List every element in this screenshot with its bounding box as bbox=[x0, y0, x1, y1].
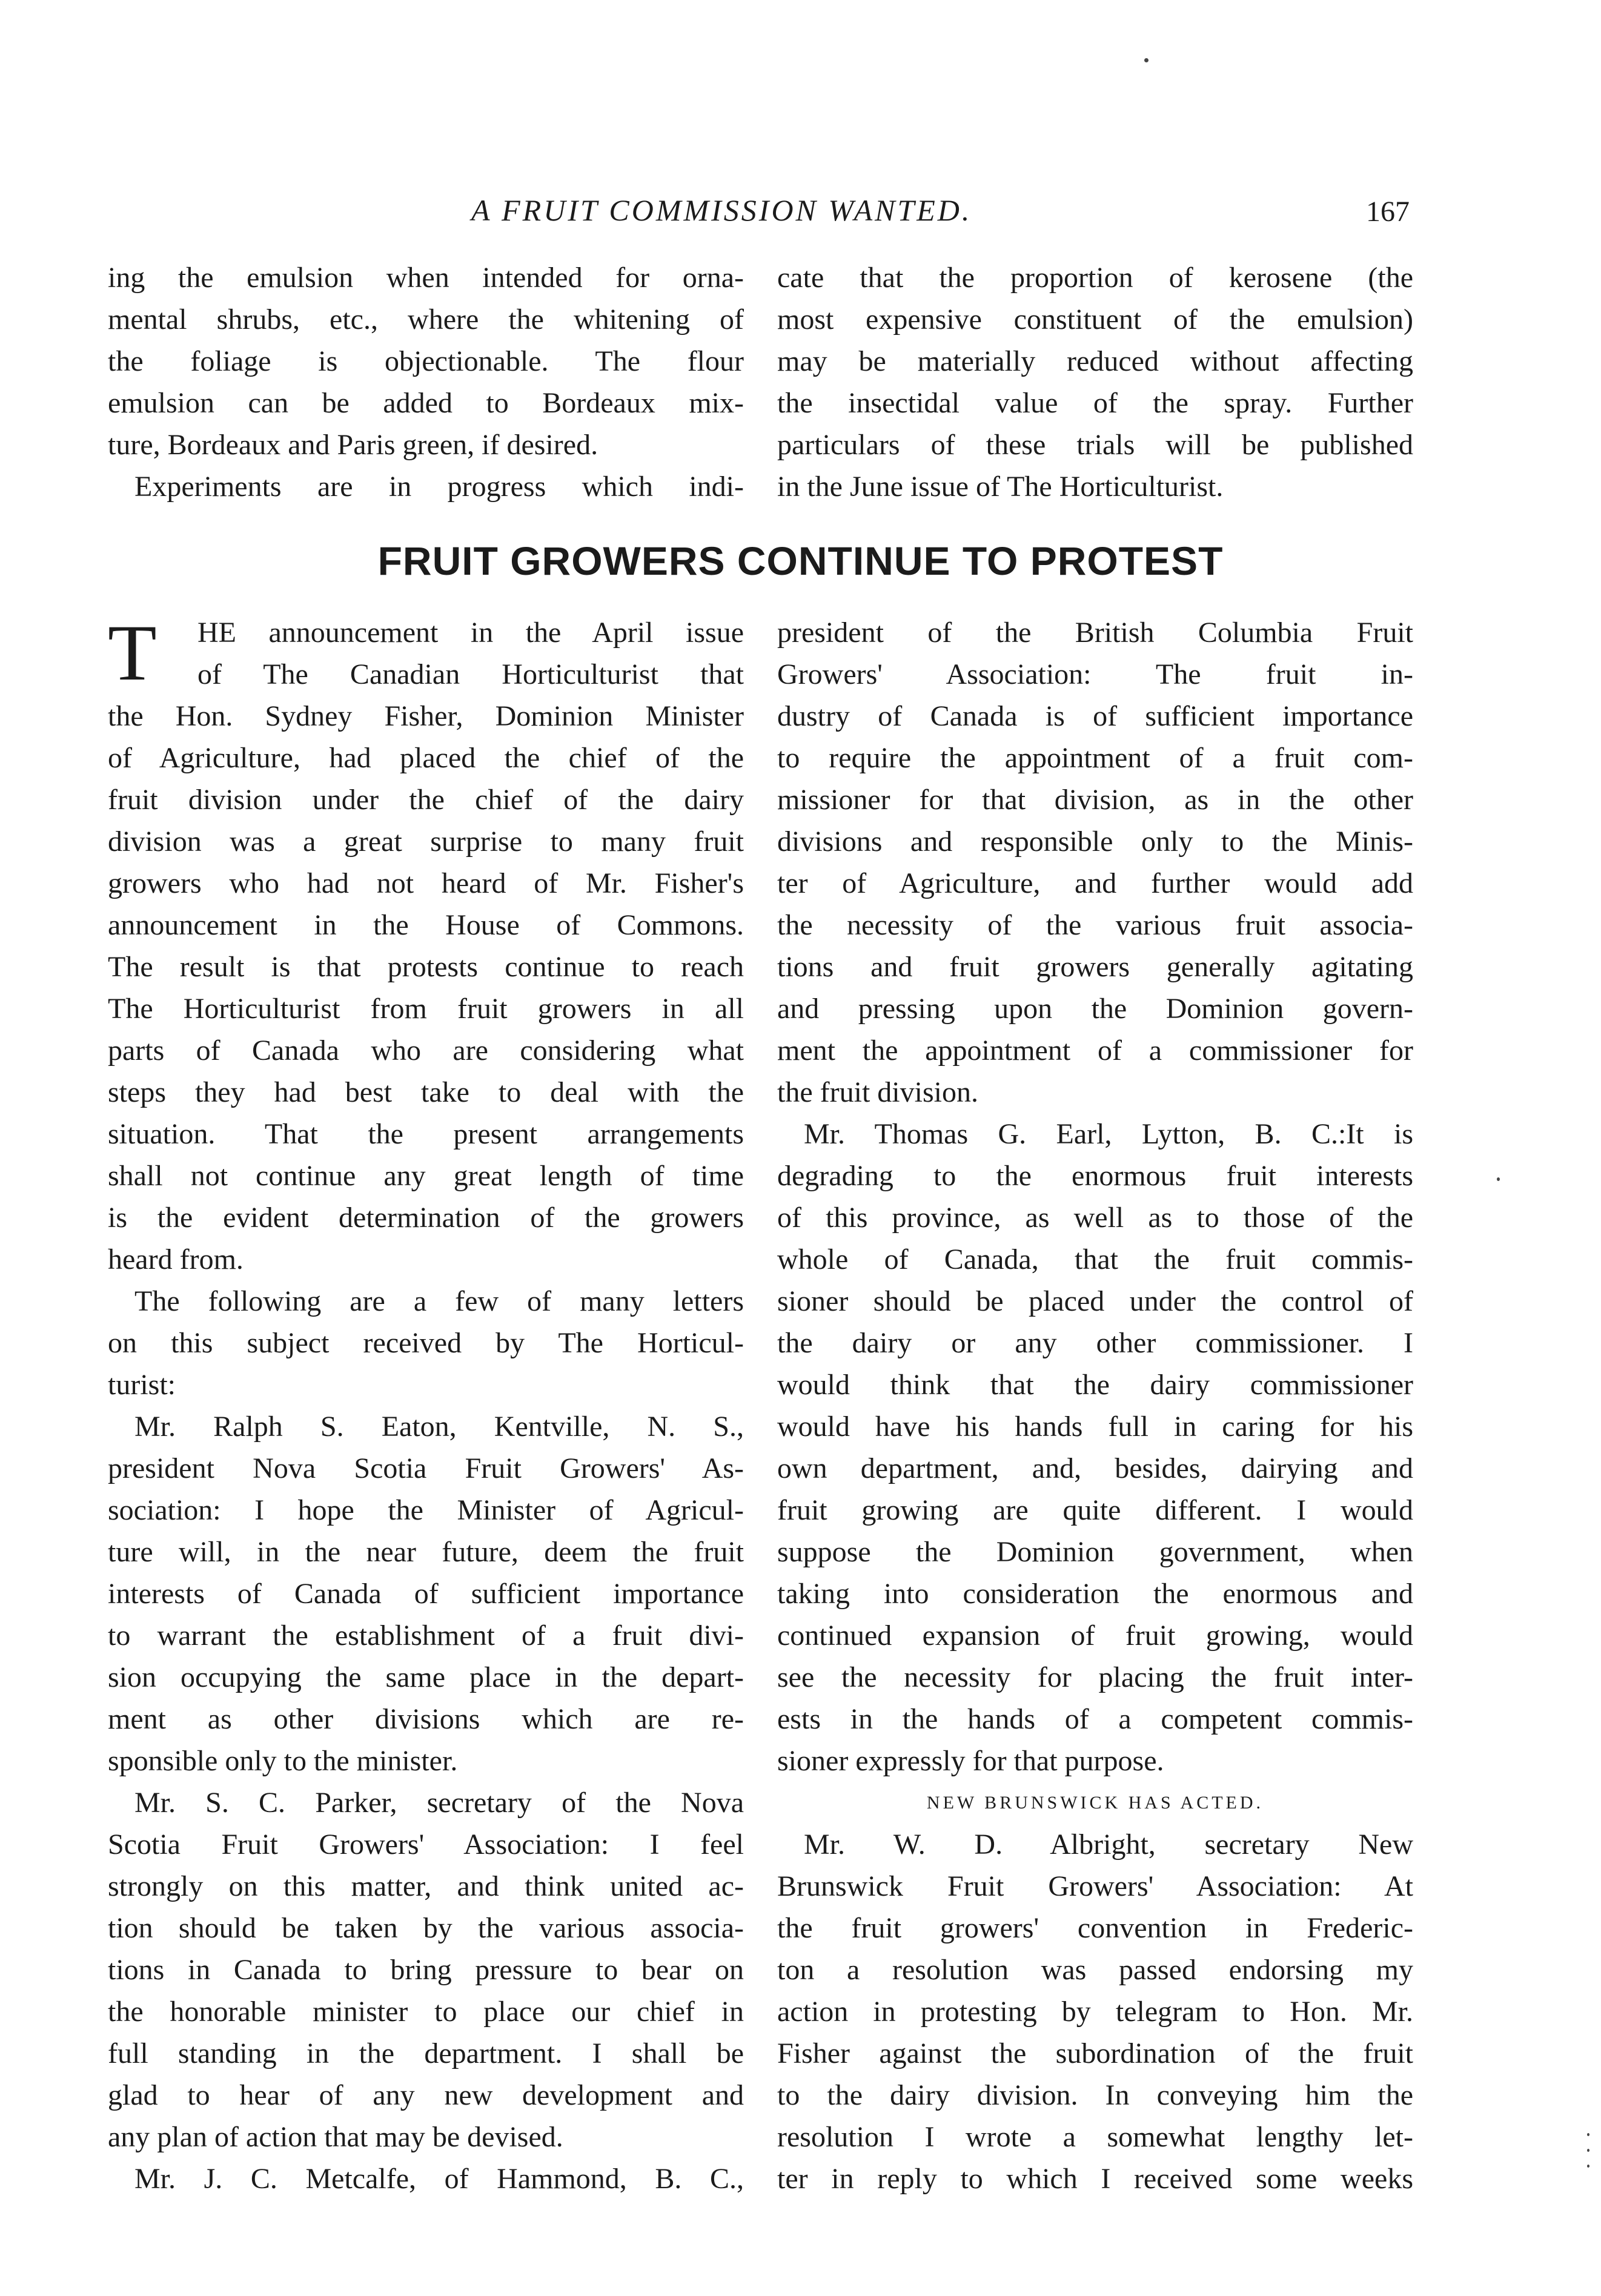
text-line: interests of Canada of sufficient importance bbox=[108, 1578, 744, 1610]
text-line: announcement in the House of Commons. bbox=[108, 909, 744, 941]
text-line: the necessity of the various fruit associa- bbox=[777, 909, 1413, 941]
scan-speck bbox=[1497, 1177, 1500, 1181]
text-line: see the necessity for placing the fruit inter- bbox=[777, 1661, 1413, 1693]
text-line: of this province, as well as to those of the bbox=[777, 1202, 1413, 1234]
text-line: ment as other divisions which are re- bbox=[108, 1703, 744, 1735]
text-line: HE announcement in the April issue bbox=[197, 617, 744, 649]
top-left-column bbox=[108, 257, 744, 508]
text-line: tions in Canada to bring pressure to bear on bbox=[108, 1954, 744, 1986]
text-line: the foliage is objectionable. The flour bbox=[108, 345, 744, 377]
text-line: is the evident determination of the growers bbox=[108, 1202, 744, 1234]
text-line: sioner expressly for that purpose. bbox=[777, 1745, 1164, 1777]
text-line: steps they had best take to deal with the bbox=[108, 1076, 744, 1108]
text-line: continued expansion of fruit growing, would bbox=[777, 1619, 1413, 1652]
text-line: Mr. Ralph S. Eaton, Kentville, N. S., bbox=[134, 1411, 744, 1443]
text-line: Mr. Thomas G. Earl, Lytton, B. C.:It is bbox=[804, 1118, 1413, 1150]
text-line: sioner should be placed under the control of bbox=[777, 1285, 1413, 1317]
text-line: taking into consideration the enormous and bbox=[777, 1578, 1413, 1610]
text-line: growers who had not heard of Mr. Fisher's bbox=[108, 867, 744, 899]
text-line: the insectidal value of the spray. Further bbox=[777, 387, 1413, 419]
text-line: ter in reply to which I received some weeks bbox=[777, 2163, 1413, 2195]
text-line: the fruit division. bbox=[777, 1076, 978, 1108]
running-head bbox=[0, 193, 1601, 235]
text-line: president Nova Scotia Fruit Growers' As- bbox=[108, 1452, 744, 1484]
text-line: glad to hear of any new development and bbox=[108, 2079, 744, 2111]
text-line: sponsible only to the minister. bbox=[108, 1745, 458, 1777]
text-line: president of the British Columbia Fruit bbox=[777, 617, 1413, 649]
text-line: resolution I wrote a somewhat lengthy let- bbox=[777, 2121, 1413, 2153]
text-line: Growers' Association: The fruit in- bbox=[777, 658, 1413, 690]
text-line: degrading to the enormous fruit interests bbox=[777, 1160, 1413, 1192]
text-line: and pressing upon the Dominion govern- bbox=[777, 993, 1413, 1025]
text-line: ment the appointment of a commissioner for bbox=[777, 1034, 1413, 1067]
text-line: on this subject received by The Horticul- bbox=[108, 1327, 744, 1359]
text-line: tions and fruit growers generally agitating bbox=[777, 951, 1413, 983]
article-left-column bbox=[108, 608, 744, 2200]
text-line: in the June issue of The Horticulturist. bbox=[777, 471, 1224, 503]
text-line: Scotia Fruit Growers' Association: I feel bbox=[108, 1828, 744, 1861]
text-line: whole of Canada, that the fruit commis- bbox=[777, 1243, 1413, 1275]
scan-speck bbox=[1587, 2165, 1589, 2168]
text-line: sion occupying the same place in the depart- bbox=[108, 1661, 744, 1693]
running-title: A FRUIT COMMISSION WANTED. bbox=[471, 193, 972, 227]
text-line: strongly on this matter, and think united ac- bbox=[108, 1870, 744, 1902]
scan-speck bbox=[1587, 2133, 1589, 2136]
text-line: Fisher against the subordination of the fruit bbox=[777, 2037, 1413, 2069]
text-line: ture, Bordeaux and Paris green, if desired. bbox=[108, 429, 598, 461]
text-line: own department, and, besides, dairying and bbox=[777, 1452, 1413, 1484]
text-line: Mr. W. D. Albright, secretary New bbox=[804, 1828, 1413, 1861]
scan-speck bbox=[1144, 58, 1149, 62]
text-line: ing the emulsion when intended for orna- bbox=[108, 262, 744, 294]
text-line: shall not continue any great length of time bbox=[108, 1160, 744, 1192]
text-line: the Hon. Sydney Fisher, Dominion Minister bbox=[108, 700, 744, 732]
text-line: missioner for that division, as in the other bbox=[777, 784, 1413, 816]
text-line: action in protesting by telegram to Hon. Mr. bbox=[777, 1996, 1413, 2028]
text-line: ture will, in the near future, deem the fruit bbox=[108, 1536, 744, 1568]
text-line: to require the appointment of a fruit com- bbox=[777, 742, 1413, 774]
text-line: turist: bbox=[108, 1369, 176, 1401]
top-right-column bbox=[777, 257, 1413, 508]
text-line: to the dairy division. In conveying him the bbox=[777, 2079, 1413, 2111]
text-line: ton a resolution was passed endorsing my bbox=[777, 1954, 1413, 1986]
article-headline: FRUIT GROWERS CONTINUE TO PROTEST bbox=[377, 538, 1224, 583]
text-line: may be materially reduced without affecting bbox=[777, 345, 1413, 377]
text-line: the fruit growers' convention in Frederic- bbox=[777, 1912, 1413, 1944]
text-line: Mr. S. C. Parker, secretary of the Nova bbox=[134, 1787, 744, 1819]
text-line: division was a great surprise to many fruit bbox=[108, 825, 744, 858]
text-line: to warrant the establishment of a fruit divi- bbox=[108, 1619, 744, 1652]
scan-speck bbox=[1587, 2149, 1589, 2152]
text-line: particulars of these trials will be published bbox=[777, 429, 1413, 461]
text-line: any plan of action that may be devised. bbox=[108, 2121, 563, 2153]
text-line: dustry of Canada is of sufficient importance bbox=[777, 700, 1413, 732]
text-line: The Horticulturist from fruit growers in all bbox=[108, 993, 744, 1025]
text-line: tion should be taken by the various associa- bbox=[108, 1912, 744, 1944]
text-line: the honorable minister to place our chief in bbox=[108, 1996, 744, 2028]
drop-cap: T bbox=[108, 608, 157, 697]
text-line: Mr. J. C. Metcalfe, of Hammond, B. C., bbox=[134, 2163, 744, 2195]
text-line: cate that the proportion of kerosene (the bbox=[777, 262, 1413, 294]
text-line: the dairy or any other commissioner. I bbox=[777, 1327, 1413, 1359]
text-line: heard from. bbox=[108, 1243, 244, 1275]
text-line: mental shrubs, etc., where the whitening of bbox=[108, 303, 744, 336]
text-line: suppose the Dominion government, when bbox=[777, 1536, 1413, 1568]
text-line: would have his hands full in caring for his bbox=[777, 1411, 1413, 1443]
text-line: Brunswick Fruit Growers' Association: At bbox=[777, 1870, 1413, 1902]
text-line: of Agriculture, had placed the chief of the bbox=[108, 742, 744, 774]
text-line: fruit division under the chief of the dairy bbox=[108, 784, 744, 816]
text-line: The following are a few of many letters bbox=[134, 1285, 744, 1317]
page-number: 167 bbox=[1366, 196, 1410, 228]
text-line: fruit growing are quite different. I would bbox=[777, 1494, 1413, 1526]
text-line: emulsion can be added to Bordeaux mix- bbox=[108, 387, 744, 419]
text-line: sociation: I hope the Minister of Agricul- bbox=[108, 1494, 744, 1526]
text-line: ests in the hands of a competent commis- bbox=[777, 1703, 1413, 1735]
text-line: of The Canadian Horticulturist that bbox=[197, 658, 744, 690]
text-line: parts of Canada who are considering what bbox=[108, 1034, 744, 1067]
text-line: would think that the dairy commissioner bbox=[777, 1369, 1413, 1401]
text-line: The result is that protests continue to reach bbox=[108, 951, 744, 983]
text-line: full standing in the department. I shall be bbox=[108, 2037, 744, 2069]
text-line: divisions and responsible only to the Minis- bbox=[777, 825, 1413, 858]
text-line: ter of Agriculture, and further would add bbox=[777, 867, 1413, 899]
text-line: Experiments are in progress which indi- bbox=[134, 471, 744, 503]
text-line: situation. That the present arrangements bbox=[108, 1118, 744, 1150]
article-right-column bbox=[777, 612, 1413, 2200]
text-line: most expensive constituent of the emulsion) bbox=[777, 303, 1413, 336]
section-subheading: NEW BRUNSWICK HAS ACTED. bbox=[926, 1793, 1264, 1813]
